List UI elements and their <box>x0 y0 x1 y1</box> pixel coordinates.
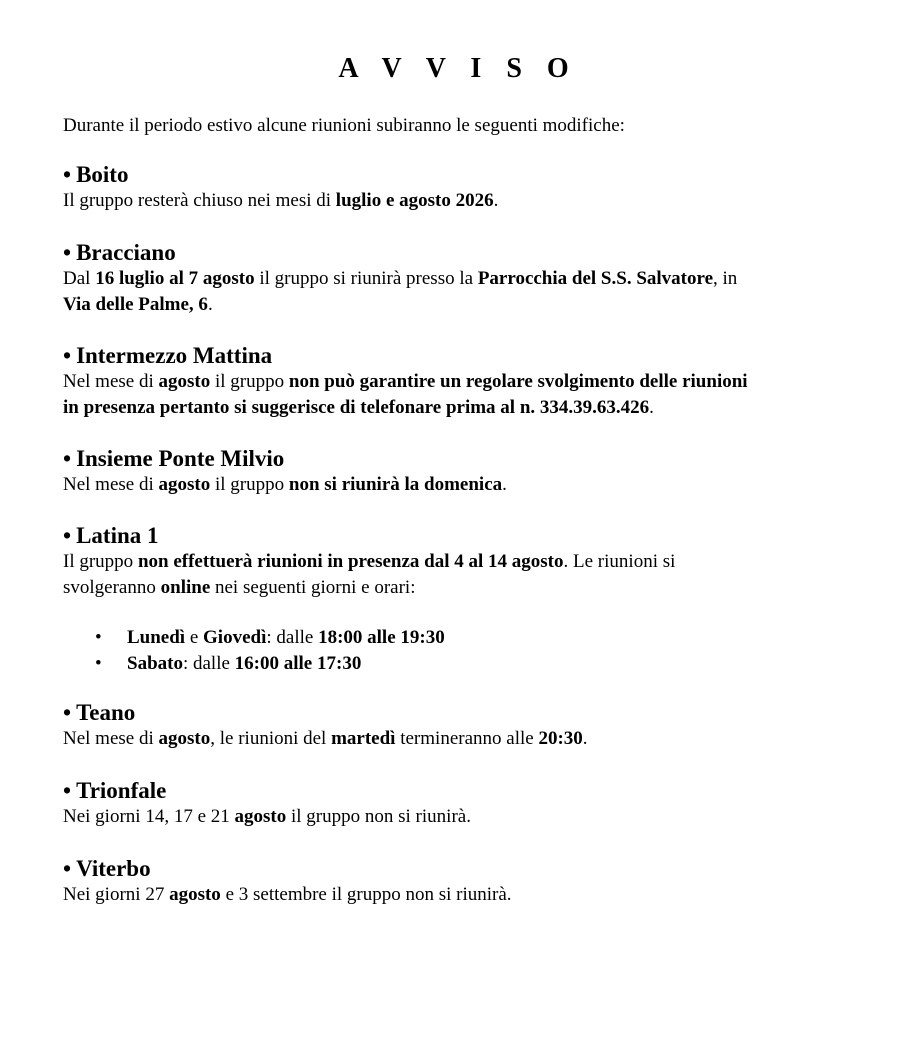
body-line <box>63 804 853 830</box>
bold-text: Sabato <box>127 653 183 674</box>
text-run: e <box>185 627 204 648</box>
bold-text: online <box>160 577 211 598</box>
bold-text: 20:30 <box>538 728 583 749</box>
text-run: termineranno alle <box>395 728 539 749</box>
bold-text: Lunedì <box>127 627 186 648</box>
text-run: Il gruppo <box>63 551 138 572</box>
notice-title: A V V I S O <box>338 53 578 84</box>
section-heading <box>63 162 853 188</box>
section-latina-1 <box>63 523 853 677</box>
bold-text: luglio e agosto 2026 <box>335 190 494 211</box>
body-line <box>63 472 853 498</box>
bold-text: in presenza pertanto si suggerisce di telefonare prima al n. 334.39.63.426 <box>63 397 650 418</box>
section-body <box>63 188 853 214</box>
group-name: Trionfale <box>76 778 167 803</box>
text-run: . Le riunioni si <box>563 551 676 572</box>
section-body <box>63 882 853 908</box>
section-body <box>63 472 853 498</box>
bold-text: Giovedì <box>203 627 267 648</box>
body-line <box>63 882 853 908</box>
text-run: . <box>493 190 499 211</box>
text-run: il gruppo non si riunirà. <box>286 806 471 827</box>
bold-text: Via delle Palme, 6 <box>63 294 208 315</box>
section-teano <box>63 700 853 752</box>
section-body <box>63 266 853 318</box>
group-name: Viterbo <box>76 856 151 881</box>
section-heading <box>63 446 853 472</box>
section-heading <box>63 240 853 266</box>
bold-text: Parrocchia del S.S. Salvatore <box>477 268 714 289</box>
text-run: il gruppo <box>210 474 289 495</box>
text-run: , in <box>713 268 738 289</box>
group-name: Insieme Ponte Milvio <box>76 446 285 471</box>
section-body <box>63 549 853 601</box>
section-bracciano <box>63 240 853 318</box>
body-line <box>63 292 853 318</box>
bold-text: agosto <box>158 474 211 495</box>
bold-text: agosto <box>234 806 287 827</box>
bullet-icon: • <box>63 523 72 548</box>
section-body <box>63 369 853 421</box>
text-run: Nel mese di <box>63 474 159 495</box>
body-line <box>63 549 853 575</box>
text-run: . <box>649 397 654 418</box>
text-run: . <box>207 294 213 315</box>
bold-text: martedì <box>331 728 396 749</box>
body-line <box>63 726 853 752</box>
section-body <box>63 726 853 752</box>
group-name: Teano <box>76 700 136 725</box>
bold-text: 18:00 alle 19:30 <box>318 627 445 648</box>
section-insieme-ponte-milvio <box>63 446 853 498</box>
bold-text: non può garantire un regolare svolgimento delle riunioni <box>288 371 748 392</box>
body-line <box>63 188 853 214</box>
group-name: Boito <box>76 162 129 187</box>
text-run: svolgeranno <box>63 577 161 598</box>
text-run: Nei giorni 27 <box>63 884 170 905</box>
bullet-icon: • <box>63 856 72 881</box>
body-line <box>63 575 853 601</box>
bold-text: 16 luglio al 7 agosto <box>95 268 255 289</box>
bold-text: agosto <box>169 884 221 905</box>
section-heading <box>63 700 853 726</box>
section-heading <box>63 343 853 369</box>
bullet-icon: • <box>63 700 72 725</box>
bullet-icon: • <box>95 627 102 648</box>
group-name: Latina 1 <box>76 523 159 548</box>
bullet-icon: • <box>95 653 102 674</box>
text-run: , le riunioni del <box>210 728 332 749</box>
text-run: il gruppo si riunirà presso la <box>254 268 478 289</box>
text-run: Nei giorni 14, 17 e 21 <box>63 806 235 827</box>
bullet-icon: • <box>63 446 72 471</box>
text-run: e 3 settembre il gruppo non si riunirà. <box>220 884 512 905</box>
section-body <box>63 804 853 830</box>
notice-intro: Durante il periodo estivo alcune riunioni subiranno le seguenti modifiche: <box>63 115 625 136</box>
text-run: . <box>502 474 507 495</box>
text-run: : dalle <box>182 653 235 674</box>
schedule-item <box>63 651 853 677</box>
bold-text: agosto <box>158 728 211 749</box>
schedule-list <box>63 625 853 677</box>
section-intermezzo-mattina <box>63 343 853 421</box>
bold-text: 16:00 alle 17:30 <box>234 653 362 674</box>
body-line <box>63 395 853 421</box>
schedule-item <box>63 625 853 651</box>
bullet-icon: • <box>63 778 72 803</box>
bullet-icon: • <box>63 240 72 265</box>
text-run: nei seguenti giorni e orari: <box>210 577 416 598</box>
text-run: : dalle <box>266 627 319 648</box>
group-name: Bracciano <box>76 240 176 265</box>
section-heading <box>63 856 853 882</box>
text-run: Nel mese di <box>63 371 159 392</box>
text-run: il gruppo <box>210 371 289 392</box>
body-line <box>63 266 853 292</box>
text-run: Nel mese di <box>63 728 159 749</box>
text-run: Dal <box>63 268 96 289</box>
bold-text: non effettuerà riunioni in presenza dal 4 al 14 agosto <box>137 551 564 572</box>
bold-text: non si riunirà la domenica <box>288 474 503 495</box>
bold-text: agosto <box>158 371 211 392</box>
group-name: Intermezzo Mattina <box>76 343 273 368</box>
body-line <box>63 369 853 395</box>
text-run: Il gruppo resterà chiuso nei mesi di <box>63 190 336 211</box>
section-boito <box>63 162 853 214</box>
section-trionfale <box>63 778 853 830</box>
text-run: . <box>582 728 588 749</box>
section-viterbo <box>63 856 853 908</box>
bullet-icon: • <box>63 343 72 368</box>
section-heading <box>63 523 853 549</box>
section-heading <box>63 778 853 804</box>
bullet-icon: • <box>63 162 72 187</box>
